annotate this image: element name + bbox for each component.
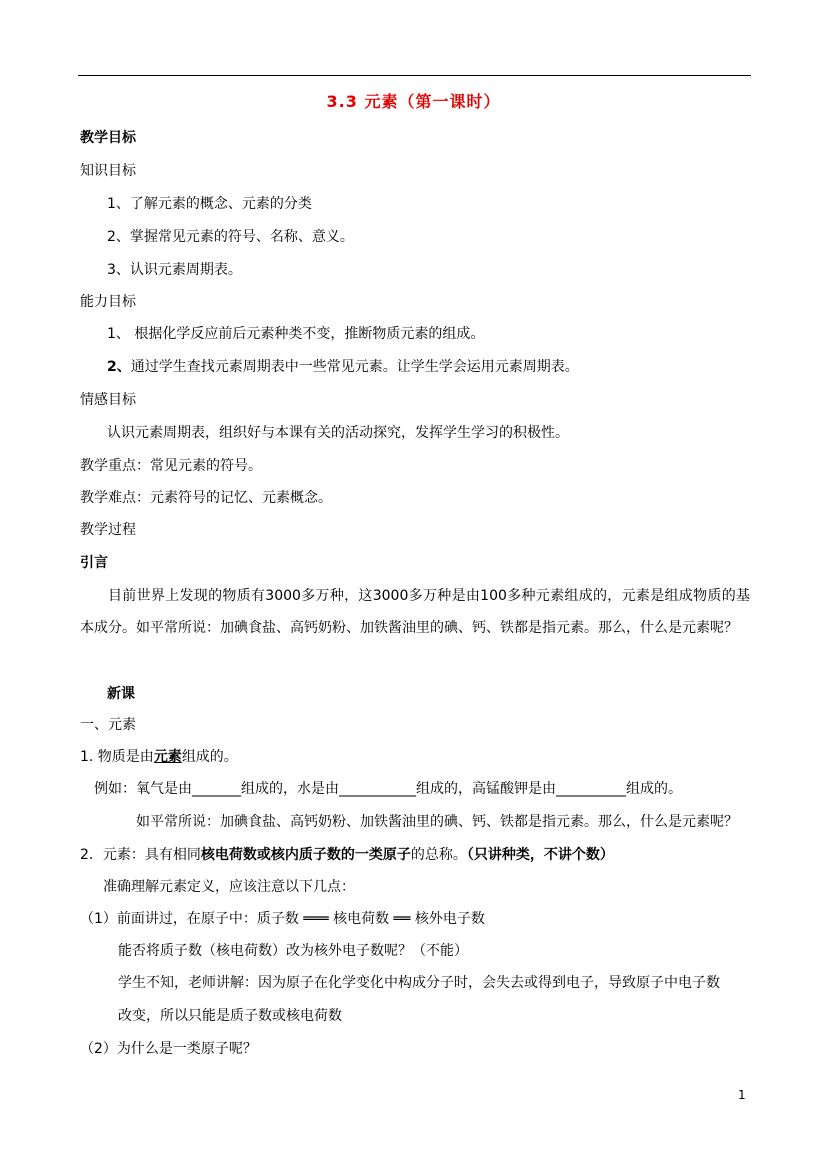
point-1: （1）前面讲过，在原子中：质子数 ═══ 核电荷数 ══ 核外电子数 xyxy=(80,911,485,927)
example-line-2: 如平常所说：加碘食盐、高钙奶粉、加铁酱油里的碘、钙、铁都是指元素。那么，什么是元素呢？ xyxy=(136,814,738,830)
point-2: （2）为什么是一类原子呢？ xyxy=(80,1041,257,1057)
question-1: 能否将质子数（核电荷数）改为核外电子数呢？（不能） xyxy=(118,943,468,959)
ability-item-number: 2、 xyxy=(107,359,131,375)
knowledge-item: 1、了解元素的概念、元素的分类 xyxy=(107,196,312,212)
key-point: 教学重点：常见元素的符号。 xyxy=(80,458,262,474)
item-1-prefix: 1. 物质是由 xyxy=(80,749,154,765)
difficulty: 教学难点：元素符号的记忆、元素概念。 xyxy=(80,490,332,506)
ability-heading: 能力目标 xyxy=(80,294,136,310)
item-2-keyword: 核电荷数或核内质子数 xyxy=(200,847,341,863)
intro-paragraph: 目前世界上发现的物质有3000多万种，这3000多万种是由100多种元素组成的，元素是组成物质的基本成分。如平常所说：加碘食盐、高钙奶粉、加铁酱油里的碘、钙、铁都是指元素。那么，什么是元素呢？ xyxy=(80,588,750,636)
goals-heading: 教学目标 xyxy=(80,130,136,146)
knowledge-item: 2、掌握常见元素的符号、名称、意义。 xyxy=(107,229,354,245)
emotion-heading: 情感目标 xyxy=(80,392,136,408)
explain-line: 学生不知，老师讲解：因为原子在化学变化中构成分子时，会失去或得到电子，导致原子中电子数 xyxy=(118,975,720,991)
item-2-note: （只讲种类，不讲个数） xyxy=(466,847,614,863)
example-line: 例如：氧气是由_______组成的，水是由___________组成的，高锰酸钾是由__________组成的。 xyxy=(94,781,682,797)
page-number: 1 xyxy=(738,1088,746,1102)
item-1-keyword: 元素 xyxy=(153,749,182,765)
intro-heading: 引言 xyxy=(80,555,108,571)
emotion-text: 认识元素周期表，组织好与本课有关的活动探究，发挥学生学习的积极性。 xyxy=(107,425,569,441)
ability-item-text: 通过学生查找元素周期表中一些常见元素。让学生学会运用元素周期表。 xyxy=(130,359,579,375)
explain-line-2: 改变，所以只能是质子数或核电荷数 xyxy=(118,1008,342,1024)
header-rule xyxy=(78,75,751,76)
item-2 xyxy=(80,845,614,865)
knowledge-heading: 知识目标 xyxy=(80,163,136,179)
section-heading: 一、元素 xyxy=(80,717,136,733)
item-1 xyxy=(80,747,238,767)
knowledge-item: 3、认识元素周期表。 xyxy=(107,262,242,278)
item-2-d: 的总称。 xyxy=(410,847,467,863)
page-title: 3.3 元素（第一课时） xyxy=(326,92,501,111)
item-2-atoms: 的一类原子 xyxy=(340,847,411,863)
understand-line: 准确理解元素定义，应该注意以下几点： xyxy=(103,879,355,895)
ability-item: 1、 根据化学反应前后元素种类不变，推断物质元素的组成。 xyxy=(107,326,485,342)
item-2-a: 2．元素：具有相同 xyxy=(80,847,201,863)
new-lesson-heading: 新课 xyxy=(107,686,135,702)
item-1-suffix: 组成的。 xyxy=(181,749,238,765)
ability-item xyxy=(107,357,579,377)
process-heading: 教学过程 xyxy=(80,522,136,538)
